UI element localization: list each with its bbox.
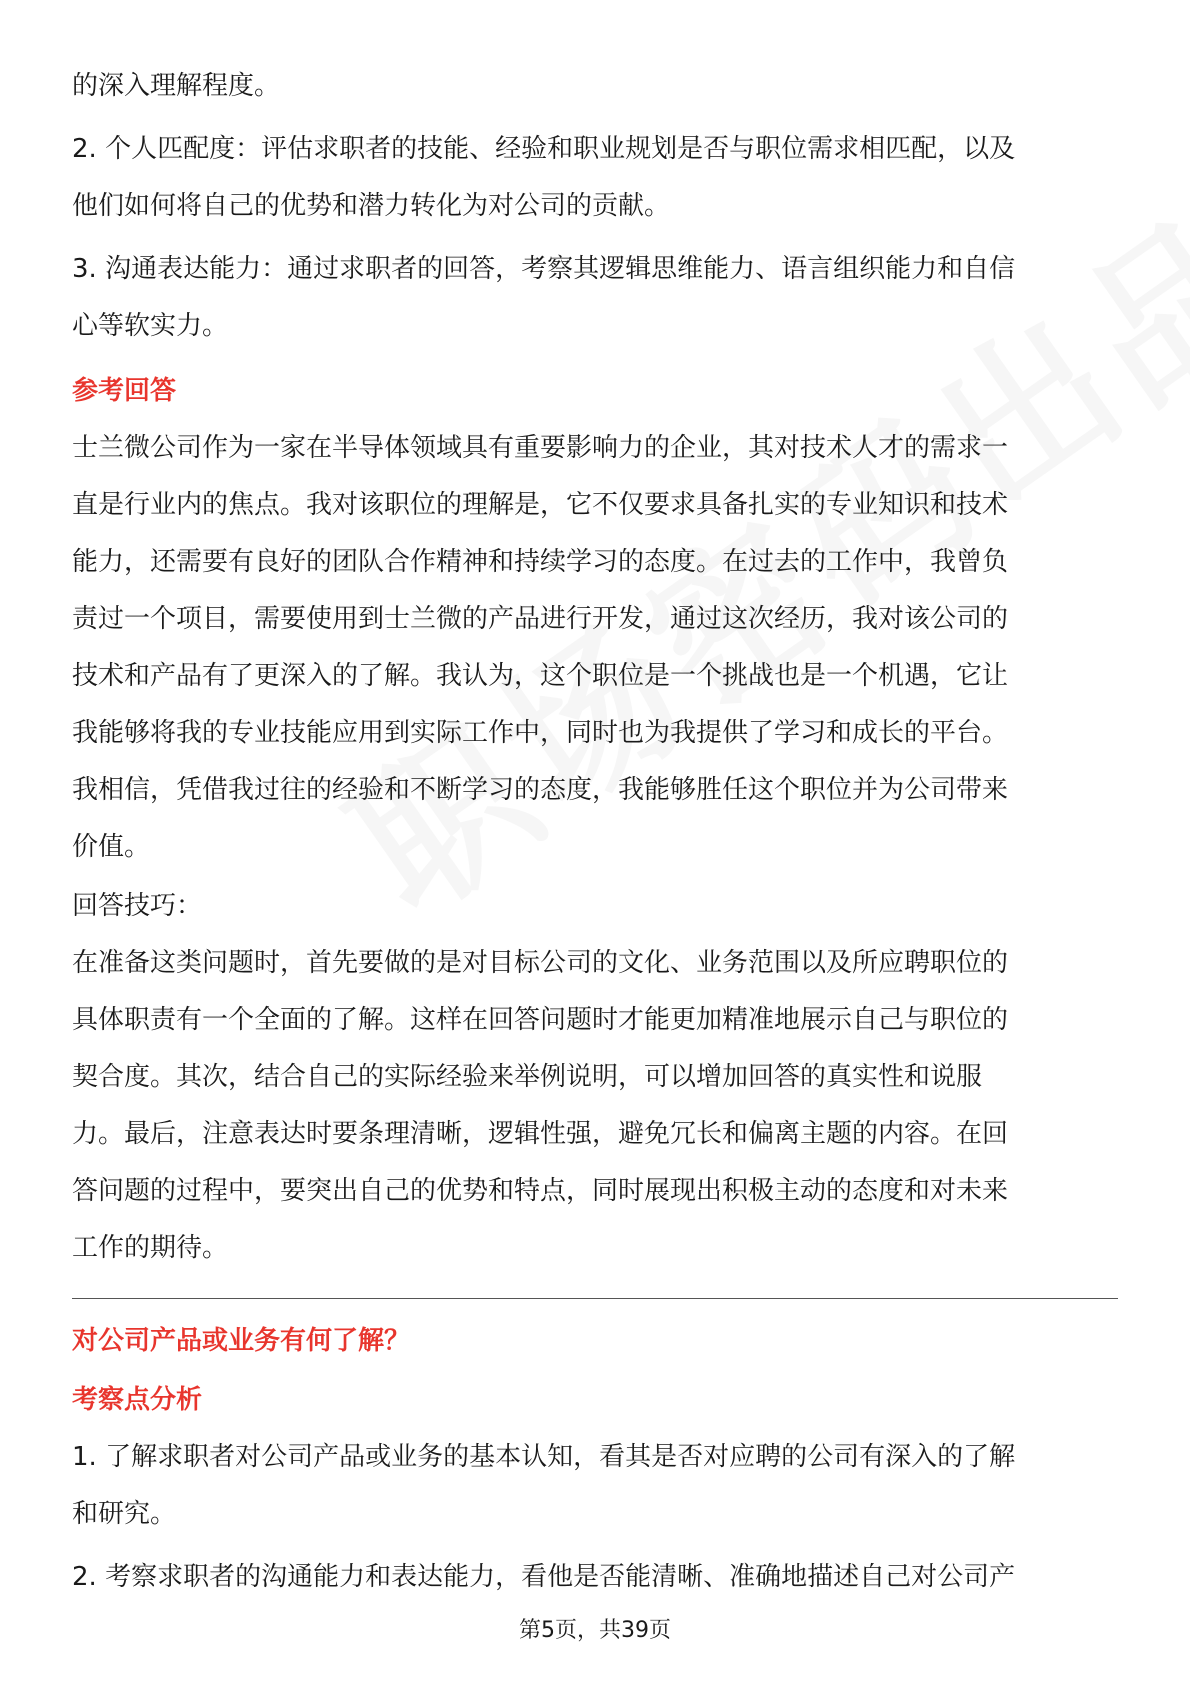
tips-line: 在准备这类问题时，首先要做的是对目标公司的文化、业务范围以及所应聘职位的 [72, 948, 1009, 978]
tips-line: 契合度。其次，结合自己的实际经验来举例说明，可以增加回答的真实性和说服 [72, 1062, 983, 1092]
answer-line: 直是行业内的焦点。我对该职位的理解是，它不仅要求具备扎实的专业知识和技术 [72, 490, 1009, 520]
page-indicator: 第5页，共39页 [519, 1618, 671, 1643]
analysis-point-3-line-1: 3. 沟通表达能力：通过求职者的回答，考察其逻辑思维能力、语言组织能力和自信 [72, 254, 1016, 284]
analysis-point-2-line-2: 他们如何将自己的优势和潜力转化为对公司的贡献。 [72, 191, 671, 221]
tips-line: 答问题的过程中，要突出自己的优势和特点，同时展现出积极主动的态度和对未来 [72, 1176, 1009, 1206]
tips-line: 力。最后，注意表达时要条理清晰，逻辑性强，避免冗长和偏离主题的内容。在回 [72, 1119, 1009, 1149]
document-page [72, 58, 1118, 1606]
answer-line: 能力，还需要有良好的团队合作精神和持续学习的态度。在过去的工作中，我曾负 [72, 547, 1009, 577]
question2-point-1-line-2: 和研究。 [72, 1499, 177, 1529]
tips-body [72, 935, 1118, 1277]
tips-line: 工作的期待。 [72, 1233, 229, 1263]
answer-line: 技术和产品有了更深入的了解。我认为，这个职位是一个挑战也是一个机遇，它让 [72, 661, 1009, 691]
analysis-point-3-line-2: 心等软实力。 [72, 311, 229, 341]
answer-line: 我能够将我的专业技能应用到实际工作中，同时也为我提供了学习和成长的平台。 [72, 718, 1009, 748]
answer-line: 士兰微公司作为一家在半导体领域具有重要影响力的企业，其对技术人才的需求一 [72, 433, 1009, 463]
tips-label: 回答技巧： [72, 891, 203, 921]
tips-line: 具体职责有一个全面的了解。这样在回答问题时才能更加精准地展示自己与职位的 [72, 1005, 1009, 1035]
answer-line: 责过一个项目，需要使用到士兰微的产品进行开发，通过这次经历，我对该公司的 [72, 604, 1009, 634]
paragraph-continuation: 的深入理解程度。 [72, 71, 281, 101]
section-divider [72, 1298, 1118, 1299]
question2-point-1-line-1: 1. 了解求职者对公司产品或业务的基本认知，看其是否对应聘的公司有深入的了解 [72, 1442, 1016, 1472]
question-title: 对公司产品或业务有何了解？ [72, 1326, 411, 1356]
answer-line: 我相信，凭借我过往的经验和不断学习的态度，我能够胜任这个职位并为公司带来 [72, 775, 1009, 805]
analysis-point-2-line-1: 2. 个人匹配度：评估求职者的技能、经验和职业规划是否与职位需求相匹配，以及 [72, 134, 1016, 164]
answer-line: 价值。 [72, 832, 151, 862]
reference-answer-body [72, 420, 1118, 876]
question2-point-2-line-1: 2. 考察求职者的沟通能力和表达能力，看他是否能清晰、准确地描述自己对公司产 [72, 1562, 1016, 1592]
analysis-heading: 考察点分析 [72, 1385, 203, 1415]
reference-answer-heading: 参考回答 [72, 376, 177, 406]
